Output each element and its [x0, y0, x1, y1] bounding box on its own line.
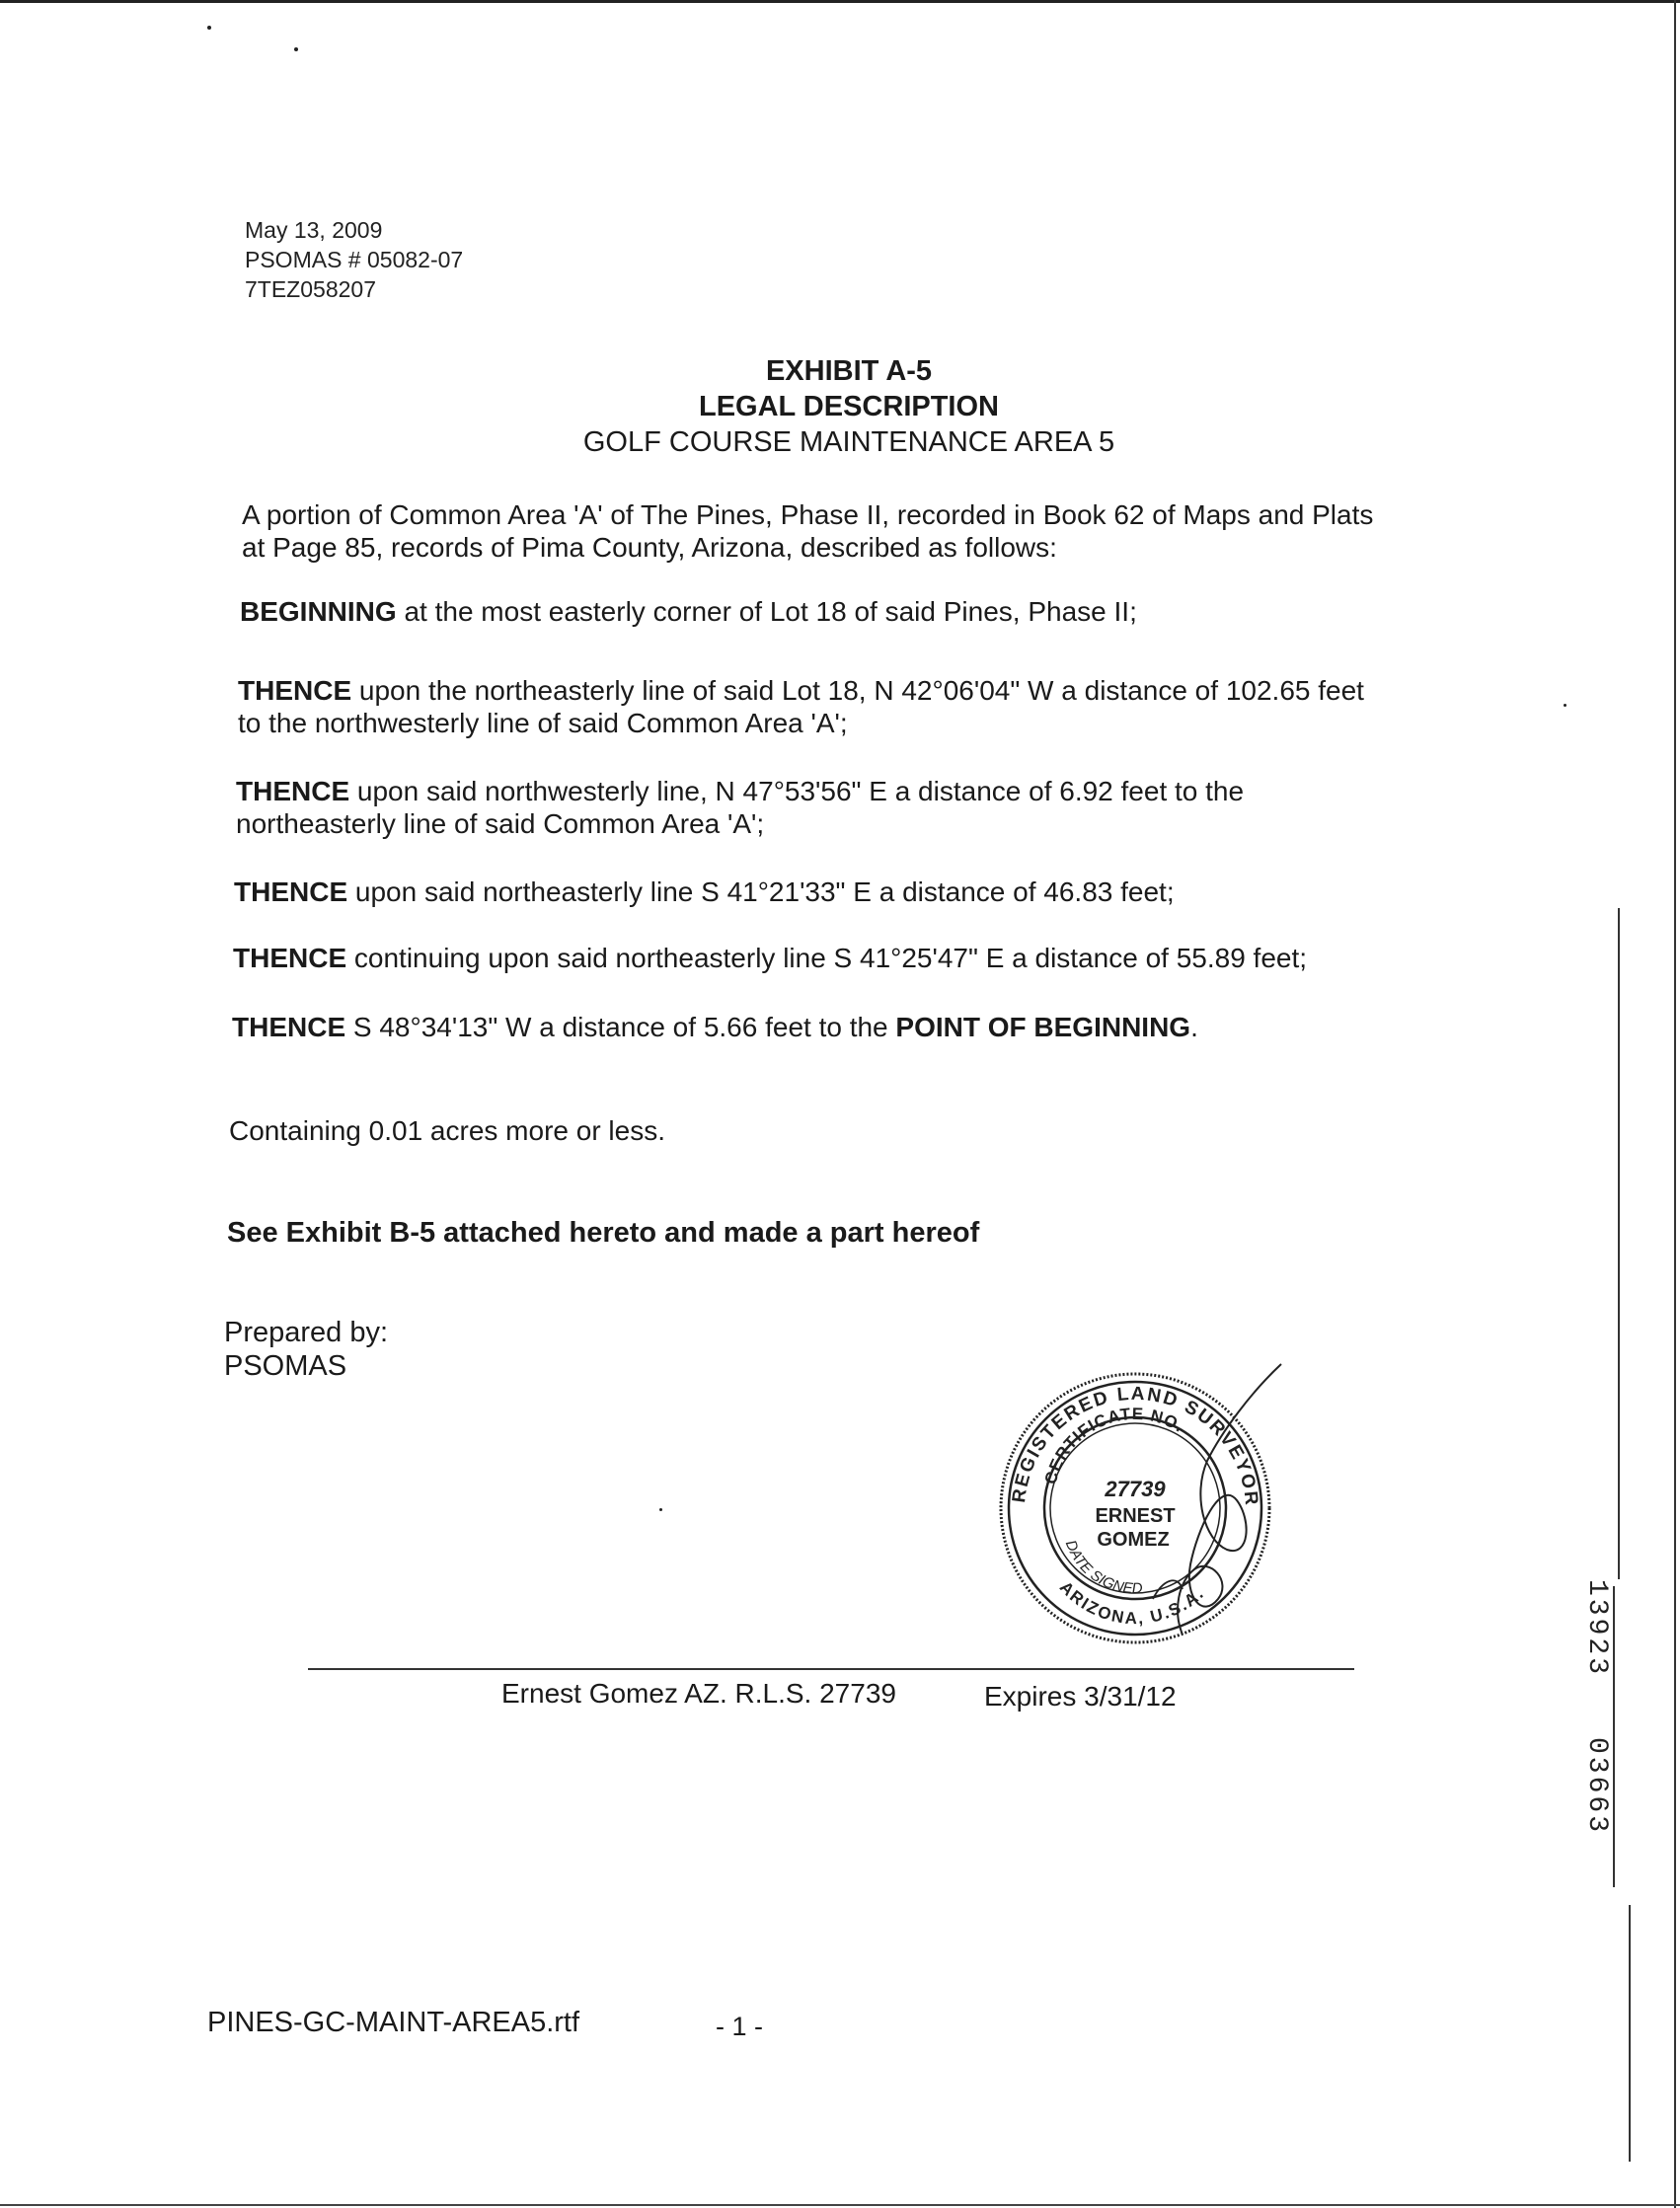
- scan-speck: [659, 1508, 662, 1511]
- prepared-label: Prepared by:: [224, 1317, 389, 1348]
- course-text: continuing upon said northeasterly line S 41°25'47" E a distance of 55.89 feet;: [346, 943, 1308, 973]
- exhibit-reference: See Exhibit B-5 attached hereto and made a part hereof: [227, 1217, 980, 1249]
- seal-date-label: DATE SIGNED: [1061, 1538, 1143, 1598]
- course-paragraph: [232, 1011, 1198, 1043]
- footer-filename: PINES-GC-MAINT-AREA5.rtf: [207, 2007, 580, 2038]
- course-paragraph: [234, 876, 1175, 908]
- course-paragraph: [236, 775, 1244, 840]
- job-number: PSOMAS # 05082-07: [245, 247, 464, 272]
- area-title: GOLF COURSE MAINTENANCE AREA 5: [582, 426, 1115, 458]
- thence-keyword: THENCE: [232, 1012, 346, 1042]
- seal-first-name: ERNEST: [1095, 1505, 1176, 1527]
- thence-keyword: THENCE: [233, 943, 347, 973]
- area-statement: Containing 0.01 acres more or less.: [229, 1115, 665, 1146]
- intro-line: at Page 85, records of Pima County, Arizona, described as follows:: [242, 532, 1057, 563]
- course-text: S 48°34'13" W a distance of 5.66 feet to the: [345, 1012, 896, 1042]
- course-text: upon the northeasterly line of said Lot 18, N 42°06'04" W a distance of 102.65 feet: [351, 675, 1364, 706]
- beginning-keyword: BEGINNING: [240, 596, 397, 627]
- seal-certificate-label: CERTIFICATE NO.: [1040, 1404, 1188, 1486]
- surveyor-seal: [985, 1352, 1291, 1658]
- scan-speck: [294, 47, 298, 51]
- document-header: [245, 215, 463, 304]
- course-paragraph: [233, 942, 1307, 974]
- course-end: .: [1190, 1012, 1198, 1042]
- footer-page-number: - 1 -: [716, 2012, 764, 2041]
- document-title: [0, 353, 1680, 460]
- beginning-paragraph: [240, 595, 1137, 628]
- course-text: upon said northeasterly line S 41°21'33" E a distance of 46.83 feet;: [347, 876, 1175, 907]
- margin-rule: [1613, 1586, 1615, 1887]
- scan-speck: [1564, 704, 1566, 707]
- course-paragraph: [238, 674, 1364, 739]
- license-expiration: Expires 3/31/12: [984, 1681, 1177, 1712]
- thence-keyword: THENCE: [234, 876, 348, 907]
- course-text: upon said northwesterly line, N 47°53'56" E a distance of 6.92 feet to the: [349, 776, 1245, 806]
- course-text: northeasterly line of said Common Area 'A';: [236, 808, 765, 839]
- beginning-text: at the most easterly corner of Lot 18 of said Pines, Phase II;: [396, 596, 1137, 627]
- scan-speck: [207, 26, 211, 30]
- legal-description-title: LEGAL DESCRIPTION: [699, 391, 999, 422]
- course-text: to the northwesterly line of said Common Area 'A';: [238, 708, 848, 738]
- scan-edge-right: [1674, 0, 1676, 2208]
- scan-edge-top: [0, 0, 1680, 3]
- intro-line: A portion of Common Area 'A' of The Pines, Phase II, recorded in Book 62 of Maps and Plats: [242, 499, 1374, 530]
- scan-edge-bottom: [0, 2204, 1680, 2206]
- file-code: 7TEZ058207: [245, 276, 376, 302]
- margin-rule: [1618, 908, 1620, 1579]
- prepared-company: PSOMAS: [224, 1350, 347, 1382]
- thence-keyword: THENCE: [236, 776, 350, 806]
- recording-stamp-lower: 03663: [1581, 1737, 1612, 1836]
- seal-outer-text: REGISTERED LAND SURVEYOR: [1009, 1383, 1262, 1508]
- seal-last-name: GOMEZ: [1097, 1529, 1170, 1551]
- recording-stamp-upper: 13923: [1581, 1579, 1612, 1678]
- document-date: May 13, 2009: [245, 217, 383, 243]
- signature-line: [308, 1668, 1354, 1670]
- point-of-beginning: POINT OF BEGINNING: [895, 1012, 1191, 1042]
- intro-paragraph: [242, 498, 1373, 564]
- surveyor-name: Ernest Gomez AZ. R.L.S. 27739: [501, 1678, 896, 1709]
- margin-rule: [1629, 1905, 1631, 2162]
- exhibit-title: EXHIBIT A-5: [765, 355, 933, 387]
- thence-keyword: THENCE: [238, 675, 352, 706]
- seal-number: 27739: [1105, 1477, 1166, 1501]
- prepared-by: [224, 1316, 388, 1383]
- seal-state-text: ARIZONA, U.S.A.: [1055, 1577, 1209, 1629]
